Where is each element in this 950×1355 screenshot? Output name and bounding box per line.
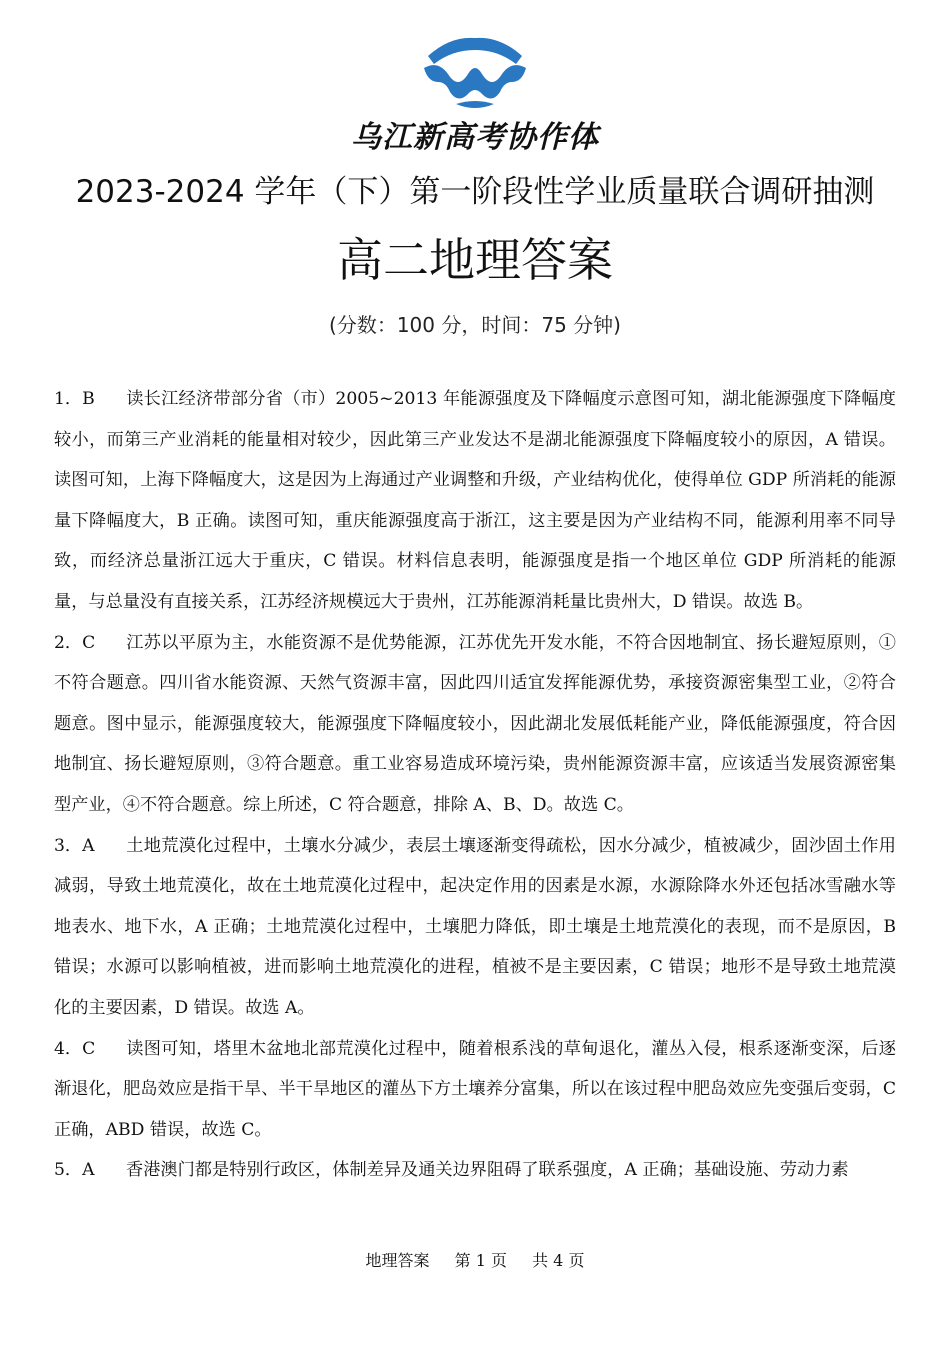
score-info: (分数：100 分，时间：75 分钟) — [329, 313, 621, 337]
answer-text: 江苏以平原为主，水能资源不是优势能源，江苏优先开发水能，不符合因地制宜、扬长避短原则，①不符合题意。四川省水能资源、天然气资源丰富，因此四川适宜发挥能源优势，承接资源密集型工业，②符合题意。图中显示，能源强度较大，能源强度下降幅度较小，因此湖北发展低耗能产业，降低能源强度，符合因地制宜、扬长避短原则，③符合题意。重工业容易造成环境污染，贵州能源资源丰富，应该适当发展资源密集型产业，④不符合题意。综上所述，C 符合题意，排除 A、B、D。故选 C。 — [54, 632, 896, 815]
answer-number: 2．C — [54, 632, 96, 653]
answer-text: 读图可知，塔里木盆地北部荒漠化过程中，随着根系浅的草甸退化，灌丛入侵，根系逐渐变深，后逐渐退化，肥岛效应是指干旱、半干旱地区的灌丛下方土壤养分富集，所以在该过程中肥岛效应先变强后变弱，C 正确，ABD 错误，故选 C。 — [54, 1038, 896, 1140]
answer-item — [54, 623, 896, 826]
footer-page-number: 第 1 页 — [454, 1251, 507, 1270]
answer-item — [54, 1150, 896, 1191]
answer-text: 读长江经济带部分省（市）2005~2013 年能源强度及下降幅度示意图可知，湖北能源强度下降幅度较小，而第三产业消耗的能量相对较少，因此第三产业发达不是湖北能源强度下降幅度较小的原因，A 错误。读图可知，上海下降幅度大，这是因为上海通过产业调整和升级，产业结构优化，使得单位 GDP 所消耗的能源量下降幅度大，B 正确。读图可知，重庆能源强度高于浙江，这主要是因为产业结构不同，能源利用率不同导致，而经济总量浙江远大于重庆，C 错误。材料信息表明，能源强度是指一个地区单位 GDP 所消耗的能源量，与总量没有直接关系，江苏经济规模远大于贵州，江苏能源消耗量比贵州大，D 错误。故选 B。 — [54, 389, 896, 612]
answer-number: 4．C — [54, 1038, 96, 1059]
subject-title: 高二地理答案 — [337, 233, 613, 287]
org-name: 乌江新高考协作体 — [351, 120, 599, 155]
exam-title: 2023-2024 学年（下）第一阶段性学业质量联合调研抽测 — [75, 174, 875, 210]
wave-logo-icon — [420, 34, 530, 114]
answer-text: 土地荒漠化过程中，土壤水分减少，表层土壤逐渐变得疏松，因水分减少，植被减少，固沙固土作用减弱，导致土地荒漠化，故在土地荒漠化过程中，起决定作用的因素是水源，水源除降水外还包括冰雪融水等地表水、地下水，A 正确；土地荒漠化过程中，土壤肥力降低，即土壤是土地荒漠化的表现，而不是原因，B 错误；水源可以影响植被，进而影响土地荒漠化的进程，植被不是主要因素，C 错误；地形不是导致土地荒漠化的主要因素，D 错误。故选 A。 — [54, 835, 896, 1018]
answer-number: 5．A — [54, 1160, 95, 1181]
answer-text: 香港澳门都是特别行政区，体制差异及通关边界阻碍了联系强度，A 正确；基础设施、劳动力素 — [126, 1160, 849, 1181]
answer-list — [54, 379, 896, 1191]
answer-number: 1．B — [54, 389, 95, 409]
answer-item — [54, 379, 896, 623]
footer-subject: 地理答案 — [365, 1251, 430, 1270]
footer-total-pages: 共 4 页 — [532, 1251, 585, 1270]
answer-item — [54, 826, 896, 1029]
page-footer — [0, 1248, 950, 1271]
answer-number: 3．A — [54, 835, 95, 856]
answer-item — [54, 1029, 896, 1151]
